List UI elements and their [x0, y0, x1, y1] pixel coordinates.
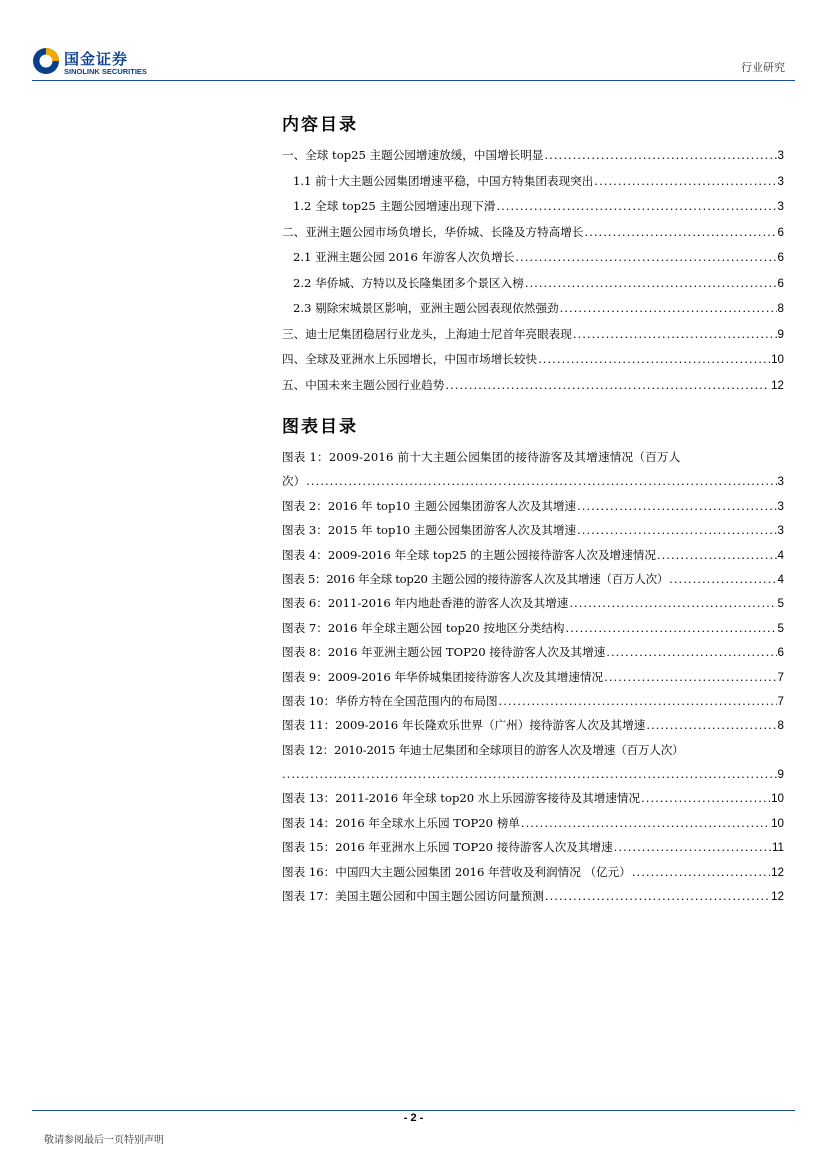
toc-section: [282, 110, 784, 402]
figure-item[interactable]: [282, 742, 784, 766]
figure-item-page: 5: [777, 621, 784, 635]
figure-item[interactable]: [282, 864, 784, 888]
figure-item-text: 图表 16：中国四大主题公园集团 2016 年营收及利润情况 （亿元）: [282, 864, 631, 879]
figure-item-page: 4: [777, 572, 784, 586]
figure-item-text: 图表 10：华侨方特在全国范围内的布局图: [282, 693, 498, 708]
figure-item-text: 图表 4：2009-2016 年全球 top25 的主题公园接待游客人次及增速情况: [282, 547, 656, 562]
toc-item-page: 12: [771, 378, 784, 392]
toc-item-page: 10: [771, 353, 784, 366]
figure-item[interactable]: [282, 888, 784, 912]
footer-divider: [32, 1110, 795, 1111]
toc-item-text: 2.1 亚洲主题公园 2016 年游客人次负增长: [293, 250, 515, 264]
figure-item-text: 图表 2：2016 年 top10 主题公园集团游客人次及其增速: [282, 498, 577, 513]
toc-item-text: 五、中国未来主题公园行业趋势: [282, 377, 445, 392]
figure-item[interactable]: [282, 790, 784, 814]
figure-item-page: 6: [777, 646, 784, 660]
toc-item-page: 6: [777, 251, 784, 264]
toc-item[interactable]: [282, 224, 784, 250]
figure-item-page: 8: [777, 719, 784, 733]
toc-item-page: 3: [777, 174, 784, 188]
figure-item-page: 5: [777, 597, 784, 611]
toc-item[interactable]: [282, 377, 784, 403]
figure-list-title: 图表目录: [282, 417, 358, 437]
logo-chinese-name: 国金证券: [64, 50, 129, 68]
figure-item-text: 图表 8：2016 年亚洲主题公园 TOP20 接待游客人次及其增速: [282, 645, 606, 660]
figure-item-text: 图表 3：2015 年 top10 主题公园集团游客人次及其增速: [282, 523, 577, 538]
toc-item-text: 2.3 剔除宋城景区影响，亚洲主题公园表现依然强劲: [293, 301, 559, 315]
company-logo: [32, 47, 152, 77]
figure-item[interactable]: [282, 547, 784, 571]
toc-item[interactable]: [282, 326, 784, 352]
figure-item-text: 图表 13：2011-2016 年全球 top20 水上乐园游客接待及其增速情况: [282, 791, 641, 806]
toc-list: [282, 147, 784, 402]
page-number: - 2 -: [403, 1112, 424, 1124]
figure-item-page: 11: [771, 841, 784, 855]
logo-english-name: SINOLINK SECURITIES: [64, 67, 147, 76]
sinolink-logo-icon: [32, 47, 60, 75]
toc-item[interactable]: [282, 300, 784, 326]
figure-item-page: 3: [777, 524, 784, 538]
figure-item-text: 图表 14：2016 年全球水上乐园 TOP20 榜单: [282, 815, 520, 830]
toc-item[interactable]: [282, 351, 784, 377]
figure-item[interactable]: [282, 449, 784, 473]
figure-item-text: 图表 9：2009-2016 年华侨城集团接待游客人次及其增速情况: [282, 669, 604, 684]
toc-item-text: 一、全球 top25 主题公园增速放缓，中国增长明显: [282, 148, 544, 162]
figure-item-text: 次）: [282, 474, 306, 489]
figure-item-page: 12: [771, 890, 784, 904]
header-divider: [32, 80, 795, 81]
figure-item[interactable]: [282, 522, 784, 546]
figure-item[interactable]: [282, 498, 784, 522]
figure-item[interactable]: [282, 815, 784, 839]
figure-item-continuation[interactable]: [282, 473, 784, 497]
figure-item[interactable]: [282, 839, 784, 863]
figure-item-page: 3: [777, 499, 784, 513]
toc-item-page: 6: [777, 276, 784, 290]
figure-item-text: 图表 1：2009-2016 前十大主题公园集团的接待游客及其增速情况（百万人: [282, 450, 681, 464]
figure-list: [282, 449, 784, 912]
toc-item[interactable]: [282, 198, 784, 224]
toc-item-page: 9: [777, 327, 784, 341]
figure-item-text: 图表 17：美国主题公园和中国主题公园访问量预测: [282, 889, 544, 904]
toc-item-page: 3: [777, 200, 784, 213]
toc-item-text: 1.2 全球 top25 主题公园增速出现下滑: [293, 199, 496, 213]
toc-item-text: 2.2 华侨城、方特以及长隆集团多个景区入榜: [293, 275, 524, 290]
figure-item-text: 图表 15：2016 年亚洲水上乐园 TOP20 接待游客人次及其增速: [282, 840, 613, 855]
figure-item-page: 4: [777, 548, 784, 562]
figure-item[interactable]: [282, 669, 784, 693]
footer-disclaimer: 敬请参阅最后一页特别声明: [44, 1135, 164, 1146]
toc-item[interactable]: [282, 173, 784, 199]
figure-list-section: [282, 412, 784, 912]
figure-item-page: 9: [777, 768, 784, 782]
figure-item-page: 7: [777, 670, 784, 684]
toc-item[interactable]: [282, 249, 784, 275]
figure-item-continuation[interactable]: [282, 766, 784, 790]
figure-item-text: 图表 7：2016 年全球主题公园 top20 按地区分类结构: [282, 620, 565, 635]
figure-item-text: 图表 6：2011-2016 年内地赴香港的游客人次及其增速: [282, 596, 569, 611]
figure-item[interactable]: [282, 644, 784, 668]
figure-item[interactable]: [282, 717, 784, 741]
figure-item-text: 图表 12：2010-2015 年迪士尼集团和全球项目的游客人次及增速（百万人次）: [282, 742, 684, 757]
toc-title: 内容目录: [282, 115, 358, 135]
page-header: [0, 0, 827, 82]
figure-item[interactable]: [282, 571, 784, 595]
figure-item-page: 10: [771, 792, 784, 806]
figure-item-page: 12: [771, 865, 784, 879]
toc-item-text: 三、迪士尼集团稳居行业龙头，上海迪士尼首年亮眼表现: [282, 326, 572, 341]
figure-item-text: 图表 11：2009-2016 年长隆欢乐世界（广州）接待游客人次及其增速: [282, 718, 646, 733]
figure-item-page: 3: [777, 475, 784, 489]
report-category: 行业研究: [741, 61, 785, 74]
toc-item-page: 3: [777, 149, 784, 162]
figure-item[interactable]: [282, 595, 784, 619]
figure-item[interactable]: [282, 693, 784, 717]
toc-item-text: 1.1 前十大主题公园集团增速平稳，中国方特集团表现突出: [293, 173, 594, 188]
toc-item-text: 二、亚洲主题公园市场负增长，华侨城、长隆及方特高增长: [282, 224, 584, 239]
figure-item-page: 7: [777, 694, 784, 708]
figure-item-page: 10: [771, 816, 784, 830]
toc-item[interactable]: [282, 275, 784, 301]
toc-item-page: 8: [777, 302, 784, 315]
toc-item-text: 四、全球及亚洲水上乐园增长，中国市场增长较快: [282, 352, 538, 366]
figure-item-text: 图表 5：2016 年全球 top20 主题公园的接待游客人次及其增速（百万人次）: [282, 571, 669, 586]
figure-item[interactable]: [282, 620, 784, 644]
toc-item[interactable]: [282, 147, 784, 173]
toc-item-page: 6: [777, 225, 784, 239]
